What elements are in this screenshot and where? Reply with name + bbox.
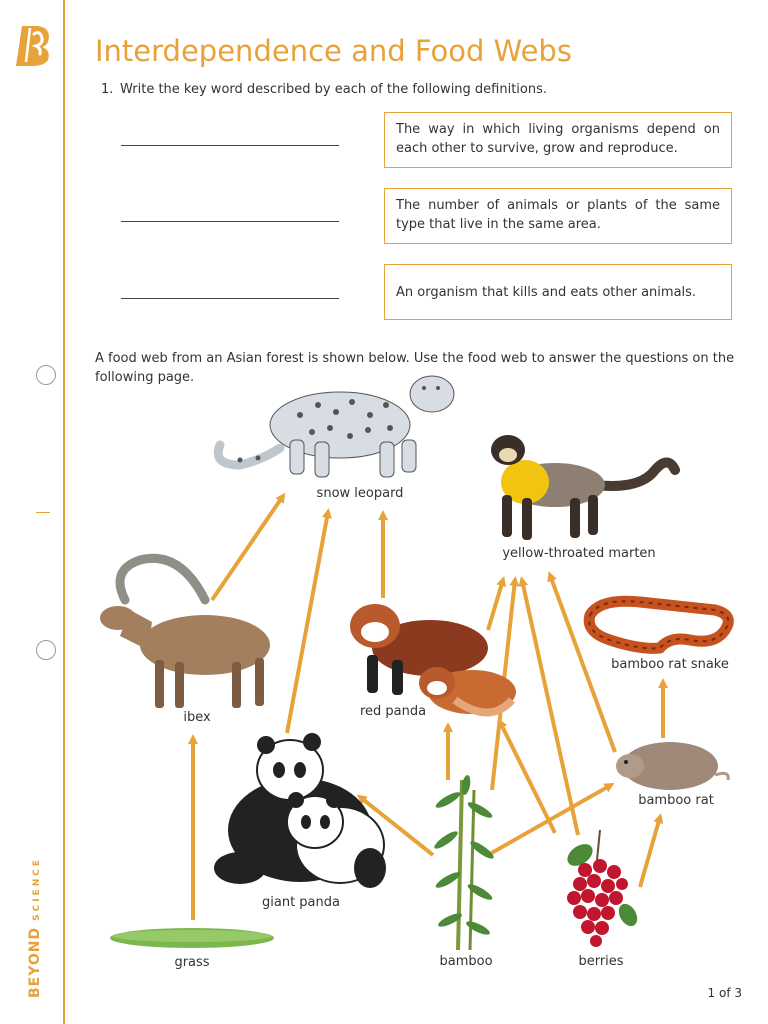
snow-leopard-icon [218, 376, 454, 477]
grass-icon [110, 928, 274, 948]
bamboo-icon [432, 774, 496, 950]
ibex-icon [100, 558, 270, 708]
berries-icon [563, 830, 641, 947]
label-grass: grass [174, 955, 210, 970]
definition-box: An organism that kills and eats other animals. [384, 264, 732, 320]
label-snow-leopard: snow leopard [316, 486, 404, 501]
question-number: 1. [101, 82, 114, 97]
definition-box: The number of animals or plants of the same type that live in the same area. [384, 188, 732, 244]
arrow-giant-panda-to-snow-leopard [287, 512, 328, 733]
yellow-throated-marten-icon [491, 435, 675, 540]
label-red-panda: red panda [359, 704, 427, 719]
giant-panda-icon [214, 733, 386, 888]
brand-wordmark: BEYONDSCIENCE [27, 857, 43, 998]
bamboo-rat-snake-icon [589, 601, 728, 648]
page-indicator: 1 of 3 [707, 986, 742, 1000]
question-text: Write the key word described by each of the following definitions. [120, 82, 548, 97]
label-ibex: ibex [183, 710, 211, 725]
definition-box: The way in which living organisms depend on each other to survive, grow and reproduce. [384, 112, 732, 168]
label-bamboo-rat-snake: bamboo rat snake [611, 657, 729, 672]
arrow-red-panda-to-marten [488, 580, 503, 630]
arrow-berries-to-red-panda [500, 722, 555, 833]
label-yellow-throated-marten: yellow-throated marten [502, 546, 656, 561]
label-bamboo-rat: bamboo rat [638, 793, 714, 808]
label-berries: berries [578, 954, 624, 969]
label-bamboo: bamboo [439, 954, 493, 969]
label-giant-panda: giant panda [262, 895, 340, 910]
arrow-berries-to-bamboo-rat [640, 817, 660, 887]
food-web-intro: A food web from an Asian forest is shown below. Use the food web to answer the questions on the following page. [95, 351, 735, 385]
arrow-ibex-to-snow-leopard [212, 496, 283, 600]
page-title: Interdependence and Food Webs [95, 34, 572, 68]
bamboo-rat-icon [616, 742, 728, 790]
arrow-berries-to-marten [522, 580, 578, 835]
